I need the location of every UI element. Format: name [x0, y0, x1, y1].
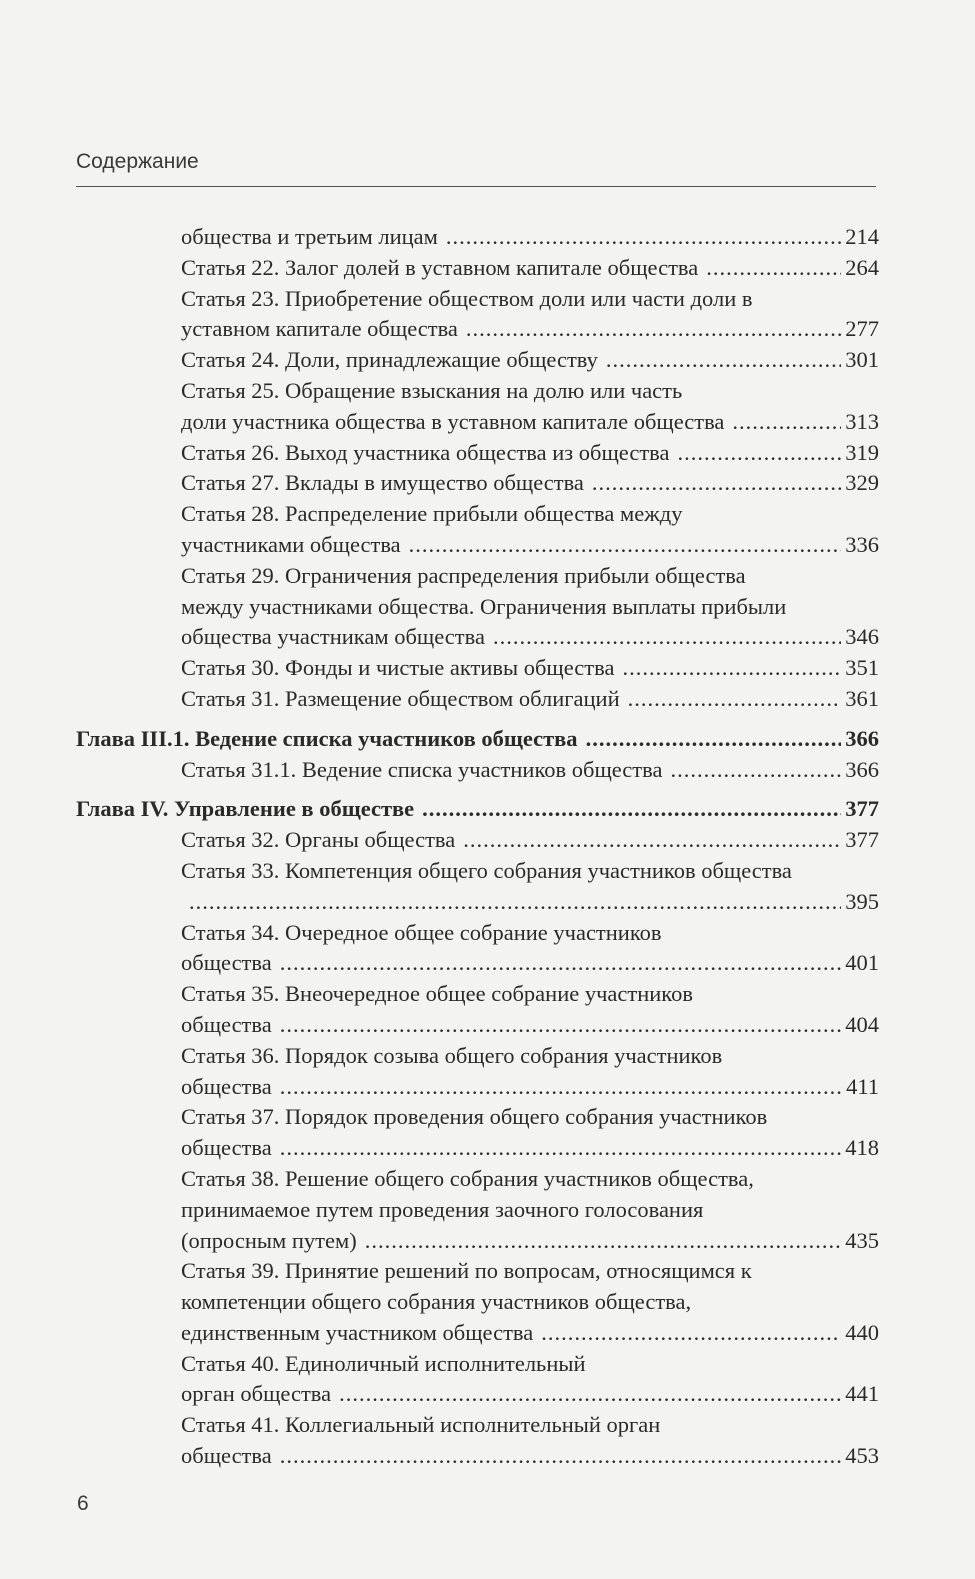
dot-leader	[622, 653, 841, 684]
toc-article-entry[interactable]	[76, 561, 879, 653]
toc-entry-text: Статья 33. Компетенция общего собрания участников общества	[181, 857, 792, 883]
toc-entry-text: Глава III.1. Ведение списка участников общества	[76, 725, 578, 751]
toc-entry-text: Статья 39. Принятие решений по вопросам, относящимся к	[181, 1258, 752, 1284]
toc-article-entry[interactable]	[76, 376, 879, 438]
toc-article-entry[interactable]	[76, 755, 879, 786]
toc-entry-text: общества	[181, 950, 272, 976]
dot-leader	[280, 1010, 842, 1041]
toc-page-number: 435	[845, 1227, 879, 1253]
running-title: Содержание	[76, 150, 199, 173]
dot-leader	[446, 222, 841, 253]
dot-leader	[732, 407, 841, 438]
dot-leader	[280, 1072, 842, 1103]
toc-entry-text: Статья 27. Вклады в имущество общества	[181, 470, 584, 496]
toc-article-entry[interactable]	[76, 1349, 879, 1411]
toc-entry-text: Статья 22. Залог долей в уставном капитале общества	[181, 254, 699, 280]
toc-entry-text: общества	[181, 1135, 272, 1161]
toc-entry-text: компетенции общего собрания участников общества,	[181, 1289, 692, 1315]
dot-leader	[463, 825, 841, 856]
dot-leader	[365, 1226, 842, 1257]
toc-page-number: 329	[845, 470, 879, 496]
toc-page-number: 351	[845, 655, 879, 681]
toc-page-number: 377	[845, 827, 879, 853]
toc-entry-text: Статья 36. Порядок созыва общего собрания участников	[181, 1042, 723, 1068]
header-rule	[76, 186, 876, 187]
toc-page-number: 319	[845, 439, 879, 465]
toc-article-entry[interactable]	[76, 918, 879, 980]
toc-page-number: 313	[845, 408, 879, 434]
toc-page-number: 277	[845, 316, 879, 342]
toc-article-entry[interactable]	[76, 284, 879, 346]
toc-entry-text: уставном капитале общества	[181, 316, 458, 342]
toc-entry-text: Статья 31.1. Ведение списка участников общества	[181, 756, 663, 782]
toc-article-entry[interactable]	[76, 1102, 879, 1164]
toc-article-entry[interactable]	[76, 1164, 879, 1256]
toc-page-number: 418	[845, 1135, 879, 1161]
toc-article-entry[interactable]	[76, 1410, 879, 1472]
toc-page-number: 411	[846, 1073, 879, 1099]
toc-page-number: 440	[845, 1319, 879, 1345]
toc-article-entry[interactable]	[76, 1256, 879, 1348]
dot-leader	[493, 622, 841, 653]
toc-article-entry[interactable]	[76, 684, 879, 715]
dot-leader	[628, 684, 842, 715]
toc-page-number: 441	[845, 1381, 879, 1407]
toc-entry-text: (опросным путем)	[181, 1227, 357, 1253]
toc-article-entry[interactable]	[76, 653, 879, 684]
dot-leader	[586, 724, 842, 755]
dot-leader	[189, 887, 841, 918]
toc-page-number: 453	[845, 1443, 879, 1469]
toc-entry-text: Статья 35. Внеочередное общее собрание участников	[181, 981, 693, 1007]
toc-entry-text: Статья 30. Фонды и чистые активы общества	[181, 655, 615, 681]
toc-page-number: 336	[845, 531, 879, 557]
toc-page-number: 264	[845, 254, 879, 280]
toc-page-number: 366	[845, 756, 879, 782]
toc-page-number: 214	[845, 224, 879, 249]
toc-entry-text: общества	[181, 1011, 272, 1037]
toc-chapter-entry[interactable]	[76, 794, 879, 825]
toc-entry-text: Статья 24. Доли, принадлежащие обществу	[181, 347, 598, 373]
table-of-contents	[76, 222, 879, 1472]
dot-leader	[541, 1318, 841, 1349]
dot-leader	[280, 948, 842, 979]
toc-page-number: 346	[845, 624, 879, 650]
toc-entry-text: участниками общества	[181, 531, 401, 557]
toc-entry-text: Статья 41. Коллегиальный исполнительный орган	[181, 1412, 661, 1438]
dot-leader	[280, 1133, 842, 1164]
toc-chapter-entry[interactable]	[76, 724, 879, 755]
toc-article-entry[interactable]	[76, 825, 879, 856]
dot-leader	[670, 755, 841, 786]
toc-entry-text: принимаемое путем проведения заочного голосования	[181, 1196, 704, 1222]
dot-leader	[339, 1379, 841, 1410]
toc-entry-text: Статья 26. Выход участника общества из общества	[181, 439, 670, 465]
toc-entry-text: между участниками общества. Ограничения выплаты прибыли	[181, 593, 787, 619]
toc-page-number: 301	[845, 347, 879, 373]
dot-leader	[677, 438, 841, 469]
toc-entry-text: Статья 29. Ограничения распределения прибыли общества	[181, 562, 746, 588]
toc-entry-text: Статья 37. Порядок проведения общего собрания участников	[181, 1104, 768, 1130]
toc-entry-text: общества и третьим лицам	[181, 224, 438, 249]
toc-page-number: 401	[845, 950, 879, 976]
dot-leader	[409, 530, 842, 561]
dot-leader	[606, 345, 841, 376]
toc-entry-text: Статья 31. Размещение обществом облигаций	[181, 685, 620, 711]
dot-leader	[592, 468, 841, 499]
toc-article-entry[interactable]	[76, 499, 879, 561]
toc-article-entry[interactable]	[76, 856, 879, 918]
toc-entry-text: Глава IV. Управление в обществе	[76, 796, 415, 822]
dot-leader	[706, 253, 841, 284]
toc-page-number: 361	[845, 685, 879, 711]
toc-entry-text: Статья 28. Распределение прибыли общества между	[181, 501, 683, 527]
toc-page-number: 404	[845, 1011, 879, 1037]
toc-article-entry[interactable]	[76, 468, 879, 499]
toc-entry-text: единственным участником общества	[181, 1319, 534, 1345]
toc-entry-text: орган общества	[181, 1381, 332, 1407]
toc-entry-text: Статья 34. Очередное общее собрание участников	[181, 919, 662, 945]
toc-entry-text: Статья 40. Единоличный исполнительный	[181, 1350, 586, 1376]
toc-entry-text: общества	[181, 1443, 272, 1469]
toc-article-entry[interactable]	[76, 345, 879, 376]
toc-entry-text: Статья 38. Решение общего собрания участников общества,	[181, 1165, 754, 1191]
toc-page-number: 366	[845, 725, 879, 751]
toc-entry-text: Статья 25. Обращение взыскания на долю или часть	[181, 377, 683, 403]
toc-entry-text: Статья 23. Приобретение обществом доли или части доли в	[181, 285, 753, 311]
toc-entry-text: Статья 32. Органы общества	[181, 827, 456, 853]
toc-entry-text: доли участника общества в уставном капитале общества	[181, 408, 725, 434]
toc-page-number: 377	[845, 796, 879, 822]
toc-article-entry[interactable]	[76, 222, 879, 253]
toc-article-entry[interactable]	[76, 1041, 879, 1103]
dot-leader	[422, 794, 841, 825]
toc-article-entry[interactable]	[76, 253, 879, 284]
page-number: 6	[77, 1492, 89, 1515]
toc-article-entry[interactable]	[76, 979, 879, 1041]
toc-entry-text: общества участникам общества	[181, 624, 485, 650]
toc-entry-text: общества	[181, 1073, 272, 1099]
toc-page-number: 395	[845, 888, 879, 914]
dot-leader	[280, 1441, 842, 1472]
toc-article-entry[interactable]	[76, 438, 879, 469]
dot-leader	[466, 314, 841, 345]
